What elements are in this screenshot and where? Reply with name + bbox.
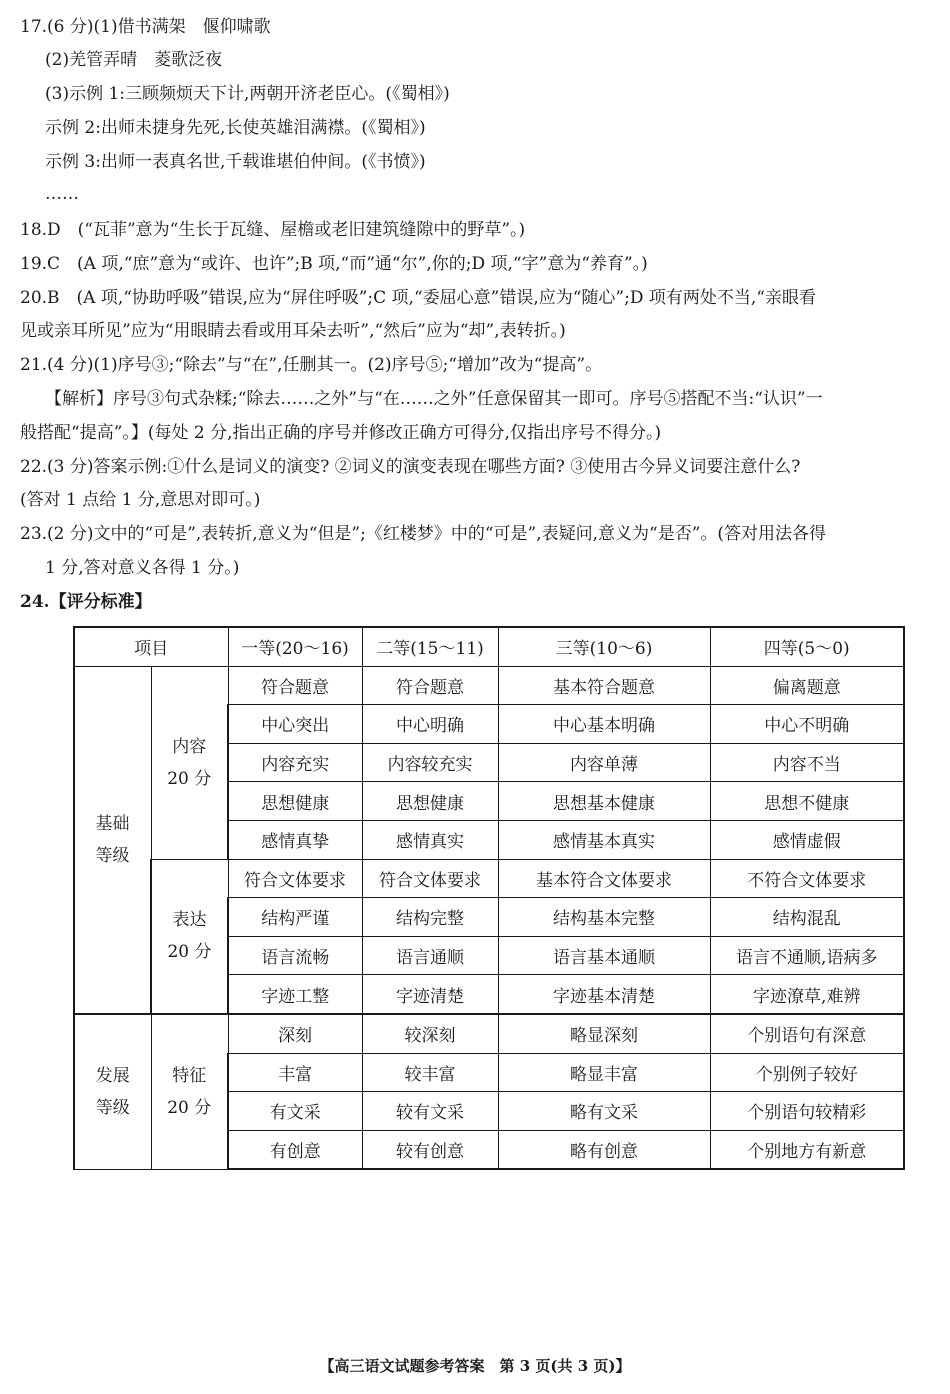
answer-17-line-2: (2)羌管弄晴 菱歌泛夜 xyxy=(45,50,223,70)
table-cell: 个别语句有深意 xyxy=(710,1014,904,1053)
answer-23-line-2: 1 分,答对意义各得 1 分。) xyxy=(45,558,240,578)
feature-label-line-2: 20 分 xyxy=(167,1097,212,1118)
table-cell: 语言不通顺,语病多 xyxy=(710,936,904,975)
table-cell: 中心不明确 xyxy=(710,705,904,744)
table-cell: 结构基本完整 xyxy=(498,898,710,937)
table-cell: 较有创意 xyxy=(362,1130,498,1169)
answer-17-ellipsis: …… xyxy=(45,184,79,204)
table-cell: 思想健康 xyxy=(362,782,498,821)
table-cell: 字迹工整 xyxy=(228,975,362,1014)
table-cell: 深刻 xyxy=(228,1014,362,1053)
grading-table xyxy=(73,626,905,1170)
table-cell: 思想基本健康 xyxy=(498,782,710,821)
development-level-label-line-2: 等级 xyxy=(95,1097,130,1118)
header-second-grade: 二等(15～11) xyxy=(362,627,498,666)
answer-21: 21.(4 分)(1)序号③;“除去”与“在”,任删其一。(2)序号⑤;“增加”改为“提高”。 xyxy=(20,355,603,375)
table-cell: 思想健康 xyxy=(228,782,362,821)
table-cell: 思想不健康 xyxy=(710,782,904,821)
table-cell: 符合题意 xyxy=(228,666,362,705)
answer-17-line-3: (3)示例 1:三顾频烦天下计,两朝开济老臣心。(《蜀相》) xyxy=(45,84,450,104)
table-cell: 语言流畅 xyxy=(228,936,362,975)
table-cell: 符合文体要求 xyxy=(362,859,498,898)
answer-24-heading: 24.【评分标准】 xyxy=(20,592,152,612)
feature-label xyxy=(151,1014,228,1169)
content-label-line-1: 内容 xyxy=(172,736,207,757)
table-row xyxy=(74,1014,904,1053)
table-cell: 个别地方有新意 xyxy=(710,1130,904,1169)
table-cell: 感情真实 xyxy=(362,820,498,859)
development-level-label xyxy=(74,1014,151,1169)
header-item: 项目 xyxy=(74,627,228,666)
table-cell: 语言基本通顺 xyxy=(498,936,710,975)
header-fourth-grade: 四等(5～0) xyxy=(710,627,904,666)
table-cell: 基本符合文体要求 xyxy=(498,859,710,898)
table-cell: 符合题意 xyxy=(362,666,498,705)
answer-21-analysis-line-2: 般搭配“提高”。】(每处 2 分,指出正确的序号并修改正确方可得分,仅指出序号不得分。) xyxy=(20,423,662,443)
table-cell: 语言通顺 xyxy=(362,936,498,975)
table-row xyxy=(74,666,904,705)
table-cell: 个别例子较好 xyxy=(710,1053,904,1092)
table-cell: 感情基本真实 xyxy=(498,820,710,859)
table-cell: 字迹基本清楚 xyxy=(498,975,710,1014)
table-cell: 偏离题意 xyxy=(710,666,904,705)
table-cell: 基本符合题意 xyxy=(498,666,710,705)
table-cell: 丰富 xyxy=(228,1053,362,1092)
table-header-row xyxy=(74,627,904,666)
expression-label-line-1: 表达 xyxy=(172,910,207,931)
answer-23-line-1: 23.(2 分)文中的“可是”,表转折,意义为“但是”;《红楼梦》中的“可是”,表疑问,意义为“是否”。(答对用法各得 xyxy=(20,524,827,544)
basic-level-label-line-1: 基础 xyxy=(95,813,130,834)
answer-17-line-5: 示例 3:出师一表真名世,千载谁堪伯仲间。(《书愤》) xyxy=(45,152,426,172)
expression-label-line-2: 20 分 xyxy=(167,942,212,963)
content-label xyxy=(151,666,228,859)
table-cell: 有文采 xyxy=(228,1092,362,1131)
answer-20-line-1: 20.B (A 项,“协助呼吸”错误,应为“屏住呼吸”;C 项,“委屈心意”错误,应为“随心”;D 项有两处不当,“亲眼看 xyxy=(20,288,816,308)
table-row xyxy=(74,859,904,898)
header-first-grade: 一等(20～16) xyxy=(228,627,362,666)
answer-21-analysis-line-1: 【解析】序号③句式杂糅;“除去……之外”与“在……之外”任意保留其一即可。序号⑤搭配不当:“认识”一 xyxy=(45,389,823,409)
table-cell: 字迹清楚 xyxy=(362,975,498,1014)
table-cell: 中心基本明确 xyxy=(498,705,710,744)
answer-17-line-1: 17.(6 分)(1)借书满架 偃仰啸歌 xyxy=(20,17,271,37)
answer-20-line-2: 见或亲耳所见”应为“用眼睛去看或用耳朵去听”,“然后”应为“却”,表转折。) xyxy=(20,321,566,341)
table-cell: 中心突出 xyxy=(228,705,362,744)
table-cell: 略有文采 xyxy=(498,1092,710,1131)
table-cell: 结构完整 xyxy=(362,898,498,937)
table-cell: 内容单薄 xyxy=(498,743,710,782)
table-cell: 内容不当 xyxy=(710,743,904,782)
table-cell: 个别语句较精彩 xyxy=(710,1092,904,1131)
table-cell: 略显深刻 xyxy=(498,1014,710,1053)
answer-22-line-1: 22.(3 分)答案示例:①什么是词义的演变? ②词义的演变表现在哪些方面? ③使用古今异义词要注意什么? xyxy=(20,457,801,477)
table-cell: 结构混乱 xyxy=(710,898,904,937)
table-cell: 较有文采 xyxy=(362,1092,498,1131)
table-cell: 略有创意 xyxy=(498,1130,710,1169)
header-third-grade: 三等(10～6) xyxy=(498,627,710,666)
page-footer: 【高三语文试题参考答案 第 3 页(共 3 页)】 xyxy=(319,1357,631,1375)
answer-22-line-2: (答对 1 点给 1 分,意思对即可。) xyxy=(20,490,261,510)
table-cell: 略显丰富 xyxy=(498,1053,710,1092)
content-label-line-2: 20 分 xyxy=(167,768,212,789)
expression-label xyxy=(151,859,228,1014)
table-cell: 有创意 xyxy=(228,1130,362,1169)
table-cell: 内容较充实 xyxy=(362,743,498,782)
basic-level-label-line-2: 等级 xyxy=(95,845,130,866)
table-cell: 符合文体要求 xyxy=(228,859,362,898)
table-cell: 较丰富 xyxy=(362,1053,498,1092)
table-cell: 感情真挚 xyxy=(228,820,362,859)
answer-18: 18.D (“瓦菲”意为“生长于瓦缝、屋檐或老旧建筑缝隙中的野草”。) xyxy=(20,220,526,240)
answer-19: 19.C (A 项,“庶”意为“或许、也许”;B 项,“而”通“尔”,你的;D 项,“字”意为“养育”。) xyxy=(20,254,648,274)
feature-label-line-1: 特征 xyxy=(172,1065,207,1086)
table-cell: 字迹潦草,难辨 xyxy=(710,975,904,1014)
development-level-label-line-1: 发展 xyxy=(95,1065,130,1086)
answer-17-line-4: 示例 2:出师未捷身先死,长使英雄泪满襟。(《蜀相》) xyxy=(45,118,426,138)
basic-level-label xyxy=(74,666,151,1014)
table-cell: 较深刻 xyxy=(362,1014,498,1053)
table-cell: 结构严谨 xyxy=(228,898,362,937)
table-cell: 内容充实 xyxy=(228,743,362,782)
table-cell: 感情虚假 xyxy=(710,820,904,859)
table-cell: 不符合文体要求 xyxy=(710,859,904,898)
table-cell: 中心明确 xyxy=(362,705,498,744)
